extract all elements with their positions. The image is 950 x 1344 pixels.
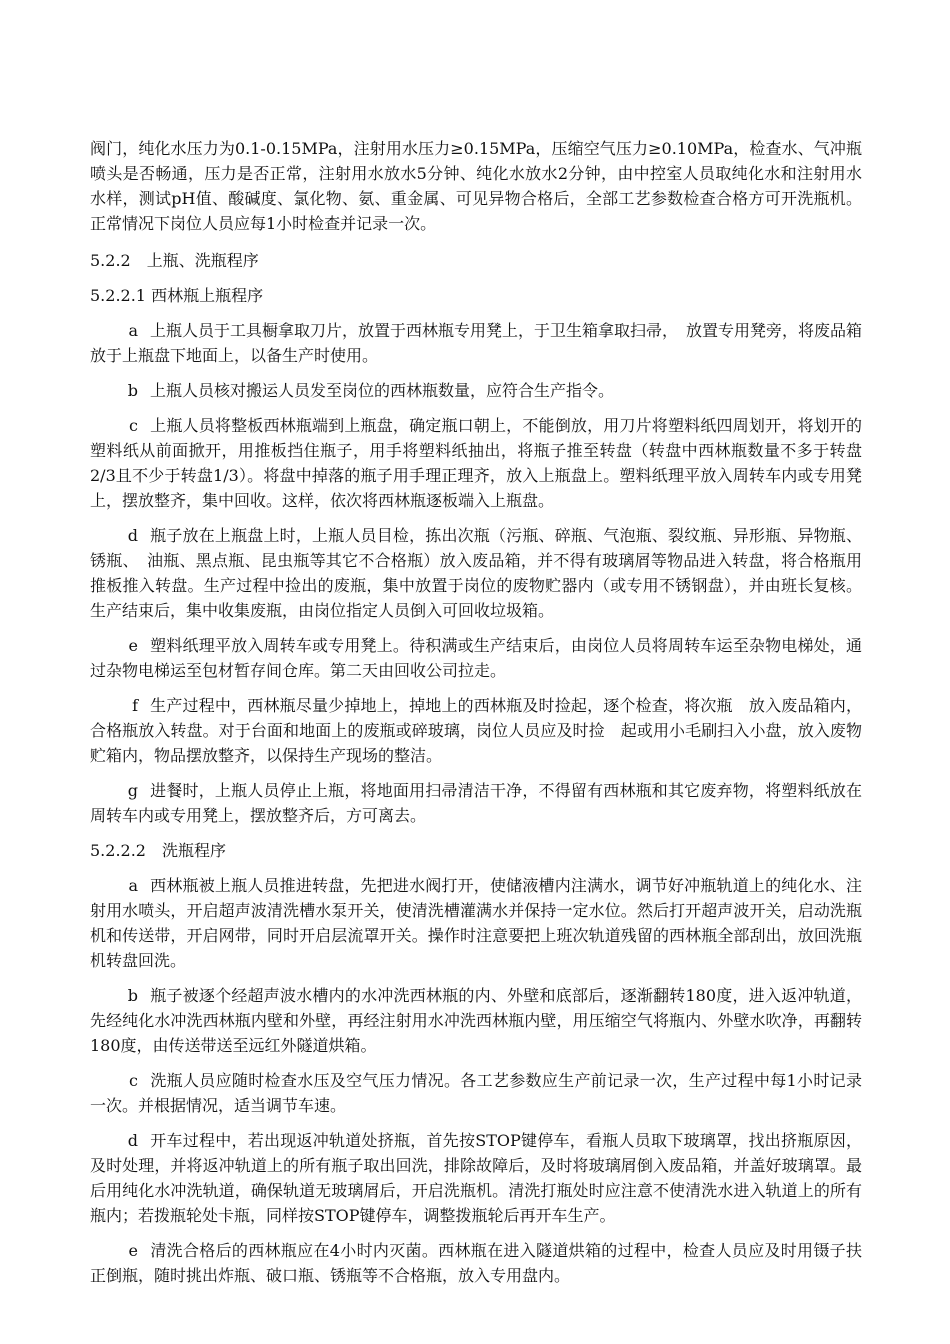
item-letter: e bbox=[128, 636, 138, 655]
item-text: 进餐时，上瓶人员停止上瓶，将地面用扫帚清洁干净，不得留有西林瓶和其它废弃物，将塑料纸放在周转车内或专用凳上，摆放整齐后，方可离去。 bbox=[90, 781, 862, 825]
list-item bbox=[90, 1068, 862, 1118]
item-letter: a bbox=[128, 876, 138, 895]
item-text: 清洗合格后的西林瓶应在4小时内灭菌。西林瓶在进入隧道烘箱的过程中，检查人员应及时用镊子扶正倒瓶，随时挑出炸瓶、破口瓶、锈瓶等不合格瓶，放入专用盘内。 bbox=[90, 1241, 862, 1285]
item-letter: f bbox=[132, 696, 138, 715]
list-item bbox=[90, 873, 862, 973]
item-letter: g bbox=[127, 781, 138, 800]
item-letter: c bbox=[129, 1071, 138, 1090]
section-heading-5-2-2-1: 5.2.2.1 西林瓶上瓶程序 bbox=[90, 286, 264, 305]
item-text: 上瓶人员于工具橱拿取刀片，放置于西林瓶专用凳上，于卫生箱拿取扫帚， 放置专用凳旁，将废品箱放于上瓶盘下地面上，以备生产时使用。 bbox=[90, 321, 863, 365]
item-text: 开车过程中，若出现返冲轨道处挤瓶，首先按STOP键停车，看瓶人员取下玻璃罩，找出挤瓶原因，及时处理，并将返冲轨道上的所有瓶子取出回洗，排除故障后，及时将玻璃屑倒入废品箱，并盖好玻璃罩。最后用纯化水冲洗轨道，确保轨道无玻璃屑后，开启洗瓶机。清洗打瓶处时应注意不使清洗水进入轨道上的所有瓶内；若拨瓶轮处卡瓶，同样按STOP键停车，调整拨瓶轮后再开车生产。 bbox=[90, 1131, 862, 1225]
item-letter: d bbox=[127, 526, 138, 545]
list-item bbox=[90, 318, 862, 368]
item-letter: e bbox=[128, 1241, 138, 1260]
item-letter: b bbox=[127, 986, 138, 1005]
document-body bbox=[90, 136, 862, 1298]
list-item bbox=[90, 1128, 862, 1228]
item-letter: a bbox=[128, 321, 138, 340]
list-item bbox=[90, 1238, 862, 1288]
item-text: 生产过程中，西林瓶尽量少掉地上，掉地上的西林瓶及时捡起，逐个检查，将次瓶 放入废品箱内，合格瓶放入转盘。对于台面和地面上的废瓶或碎玻璃，岗位人员应及时捡 起或用小毛刷扫入小盘，放入废物贮箱内，物品摆放整齐，以保持生产现场的整洁。 bbox=[90, 696, 862, 765]
item-text: 上瓶人员将整板西林瓶端到上瓶盘，确定瓶口朝上，不能倒放，用刀片将塑料纸四周划开，将划开的塑料纸从前面掀开，用推板挡住瓶子，用手将塑料纸抽出，将瓶子推至转盘（转盘中西林瓶数量不多于转盘2/3且不少于转盘1/3）。将盘中掉落的瓶子用手理正理齐，放入上瓶盘上。塑料纸理平放入周转车内或专用凳上，摆放整齐，集中回收。这样，依次将西林瓶逐板端入上瓶盘。 bbox=[90, 416, 862, 510]
list-item bbox=[90, 633, 862, 683]
intro-paragraph: 阀门，纯化水压力为0.1-0.15MPa，注射用水压力≥0.15MPa，压缩空气压力≥0.10MPa，检查水、气冲瓶喷头是否畅通，压力是否正常，注射用水放水5分钟、纯化水放水2分钟，由中控室人员取纯化水和注射用水水样，测试pH值、酸碱度、氯化物、氨、重金属、可见异物合格后，全部工艺参数检查合格方可开洗瓶机。正常情况下岗位人员应每1小时检查并记录一次。 bbox=[90, 139, 862, 233]
item-text: 瓶子被逐个经超声波水槽内的水冲洗西林瓶的内、外壁和底部后，逐渐翻转180度，进入返冲轨道，先经纯化水冲洗西林瓶内壁和外壁，再经注射用水冲洗西林瓶内壁，用压缩空气将瓶内、外壁水吹净，再翻转180度，由传送带送至远红外隧道烘箱。 bbox=[90, 986, 862, 1055]
list-item bbox=[90, 693, 862, 768]
item-letter: d bbox=[127, 1131, 138, 1150]
list-item bbox=[90, 523, 862, 623]
section-heading-5-2-2: 5.2.2 上瓶、洗瓶程序 bbox=[90, 251, 259, 270]
item-letter: b bbox=[127, 381, 138, 400]
item-text: 上瓶人员核对搬运人员发至岗位的西林瓶数量，应符合生产指令。 bbox=[150, 381, 615, 400]
list-item bbox=[90, 413, 862, 513]
item-text: 塑料纸理平放入周转车或专用凳上。待积满或生产结束后，由岗位人员将周转车运至杂物电梯处，通过杂物电梯运至包材暂存间仓库。第二天由回收公司拉走。 bbox=[90, 636, 862, 680]
item-text: 洗瓶人员应随时检查水压及空气压力情况。各工艺参数应生产前记录一次，生产过程中每1小时记录一次。并根据情况，适当调节车速。 bbox=[90, 1071, 862, 1115]
list-item bbox=[90, 983, 862, 1058]
section-heading-5-2-2-2: 5.2.2.2 洗瓶程序 bbox=[90, 841, 226, 860]
item-letter: c bbox=[129, 416, 138, 435]
list-item bbox=[90, 778, 862, 828]
item-text: 西林瓶被上瓶人员推进转盘，先把进水阀打开，使储液槽内注满水，调节好冲瓶轨道上的纯化水、注射用水喷头，开启超声波清洗槽水泵开关，使清洗槽灌满水并保持一定水位。然后打开超声波开关，启动洗瓶机和传送带，开启网带，同时开启层流罩开关。操作时注意要把上班次轨道残留的西林瓶全部刮出，放回洗瓶机转盘回洗。 bbox=[90, 876, 862, 970]
item-text: 瓶子放在上瓶盘上时，上瓶人员目检，拣出次瓶（污瓶、碎瓶、气泡瓶、裂纹瓶、异形瓶、异物瓶、锈瓶、 油瓶、黑点瓶、昆虫瓶等其它不合格瓶）放入废品箱，并不得有玻璃屑等物品进入转盘，将合格瓶用推板推入转盘。生产过程中捡出的废瓶，集中放置于岗位的废物贮器内（或专用不锈钢盘），并由班长复核。生产结束后，集中收集废瓶，由岗位指定人员倒入可回收垃圾箱。 bbox=[90, 526, 862, 620]
list-item bbox=[90, 378, 862, 403]
